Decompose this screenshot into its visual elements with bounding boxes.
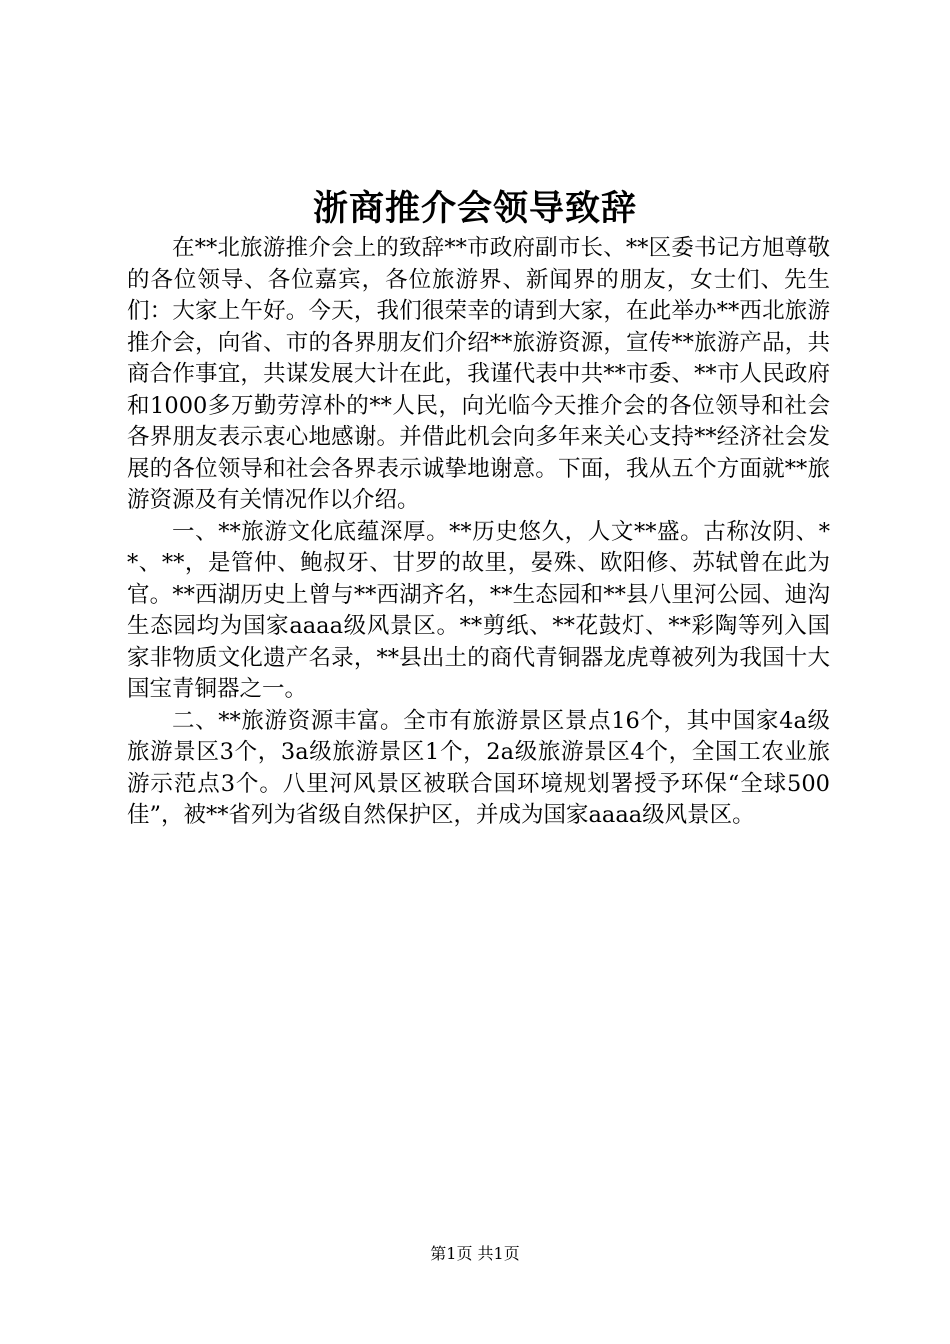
document-title: 浙商推介会领导致辞 <box>312 188 637 229</box>
paragraph-section-one: 一、**旅游文化底蕴深厚。**历史悠久，人文**盛。古称汝阴、**、**，是管仲、鲍叔牙、甘罗的故里，晏殊、欧阳修、苏轼曾在此为官。**西湖历史上曾与**西湖齐名，**生态园和**县八里河公园、迪沟生态园均为国家aaaa级风景区。**剪纸、**花鼓灯、**彩陶等列入国家非物质文化遗产名录，**县出土的商代青铜器龙虎尊被列为我国十大国宝青铜器之一。 <box>127 518 830 702</box>
paragraph-intro: 在**北旅游推介会上的致辞**市政府副市长、**区委书记方旭尊敬的各位领导、各位嘉宾，各位旅游界、新闻界的朋友，女士们、先生们：大家上午好。今天，我们很荣幸的请到大家，在此举办**西北旅游推介会，向省、市的各界朋友们介绍**旅游资源，宣传**旅游产品，共商合作事宜，共谋发展大计在此，我谨代表中共**市委、**市人民政府和1000多万勤劳淳朴的**人民，向光临今天推介会的各位领导和社会各界朋友表示衷心地感谢。并借此机会向多年来关心支持**经济社会发展的各位领导和社会各界表示诚挚地谢意。下面，我从五个方面就**旅游资源及有关情况作以介绍。 <box>127 235 830 513</box>
document-body <box>127 233 830 832</box>
paragraph-section-two: 二、**旅游资源丰富。全市有旅游景区景点16个，其中国家4a级旅游景区3个，3a级旅游景区1个，2a级旅游景区4个，全国工农业旅游示范点3个。八里河风景区被联合国环境规划署授予环保“全球500佳”，被**省列为省级自然保护区，并成为国家aaaa级风景区。 <box>127 707 830 828</box>
page-footer: 第1页 共1页 <box>430 1244 520 1263</box>
